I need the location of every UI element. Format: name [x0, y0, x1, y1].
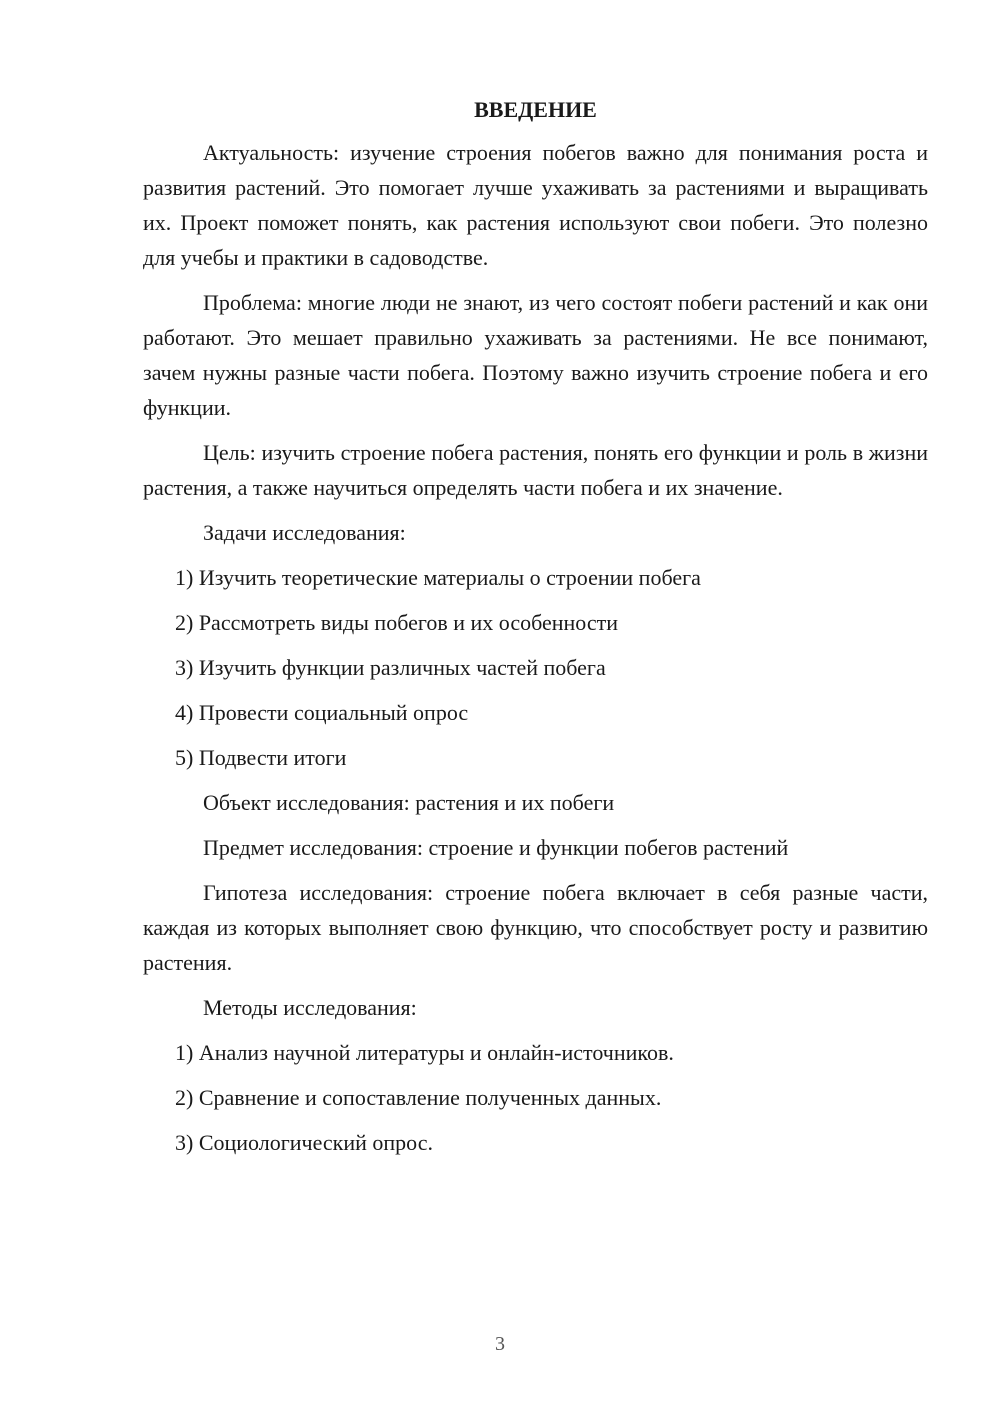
task-item: 1) Изучить теоретические материалы о строении побега — [175, 565, 701, 590]
subject-line: Предмет исследования: строение и функции побегов растений — [203, 835, 789, 860]
tasks-heading: Задачи исследования: — [203, 520, 406, 545]
tasks-list — [143, 560, 928, 775]
method-item: 3) Социологический опрос. — [175, 1130, 433, 1155]
relevance-paragraph: Актуальность: изучение строения побегов важно для понимания роста и развития растений. Это помогает лучше ухаживать за растениями и выращивать их. Проект поможет понять, как растения используют свои побеги. Это полезно для учебы и практики в садоводстве. — [143, 140, 928, 270]
methods-heading: Методы исследования: — [203, 995, 417, 1020]
task-item: 5) Подвести итоги — [175, 745, 347, 770]
section-title: ВВЕДЕНИЕ — [474, 97, 597, 122]
method-item: 2) Сравнение и сопоставление полученных данных. — [175, 1085, 662, 1110]
hypothesis-paragraph: Гипотеза исследования: строение побега включает в себя разные части, каждая из которых выполняет свою функцию, что способствует росту и развитию растения. — [143, 880, 928, 975]
task-item: 4) Провести социальный опрос — [175, 700, 469, 725]
task-item: 3) Изучить функции различных частей побега — [175, 655, 606, 680]
goal-paragraph: Цель: изучить строение побега растения, понять его функции и роль в жизни растения, а также научиться определять части побега и их значение. — [143, 440, 928, 500]
object-line: Объект исследования: растения и их побеги — [203, 790, 615, 815]
problem-paragraph: Проблема: многие люди не знают, из чего состоят побеги растений и как они работают. Это мешает правильно ухаживать за растениями. Не все понимают, зачем нужны разные части побега. Поэтому важно изучить строение побега и его функции. — [143, 290, 928, 420]
page-number: 3 — [495, 1333, 505, 1355]
task-item: 2) Рассмотреть виды побегов и их особенности — [175, 610, 618, 635]
document-page — [143, 95, 928, 1170]
method-item: 1) Анализ научной литературы и онлайн-источников. — [175, 1040, 674, 1065]
methods-list — [143, 1035, 928, 1160]
